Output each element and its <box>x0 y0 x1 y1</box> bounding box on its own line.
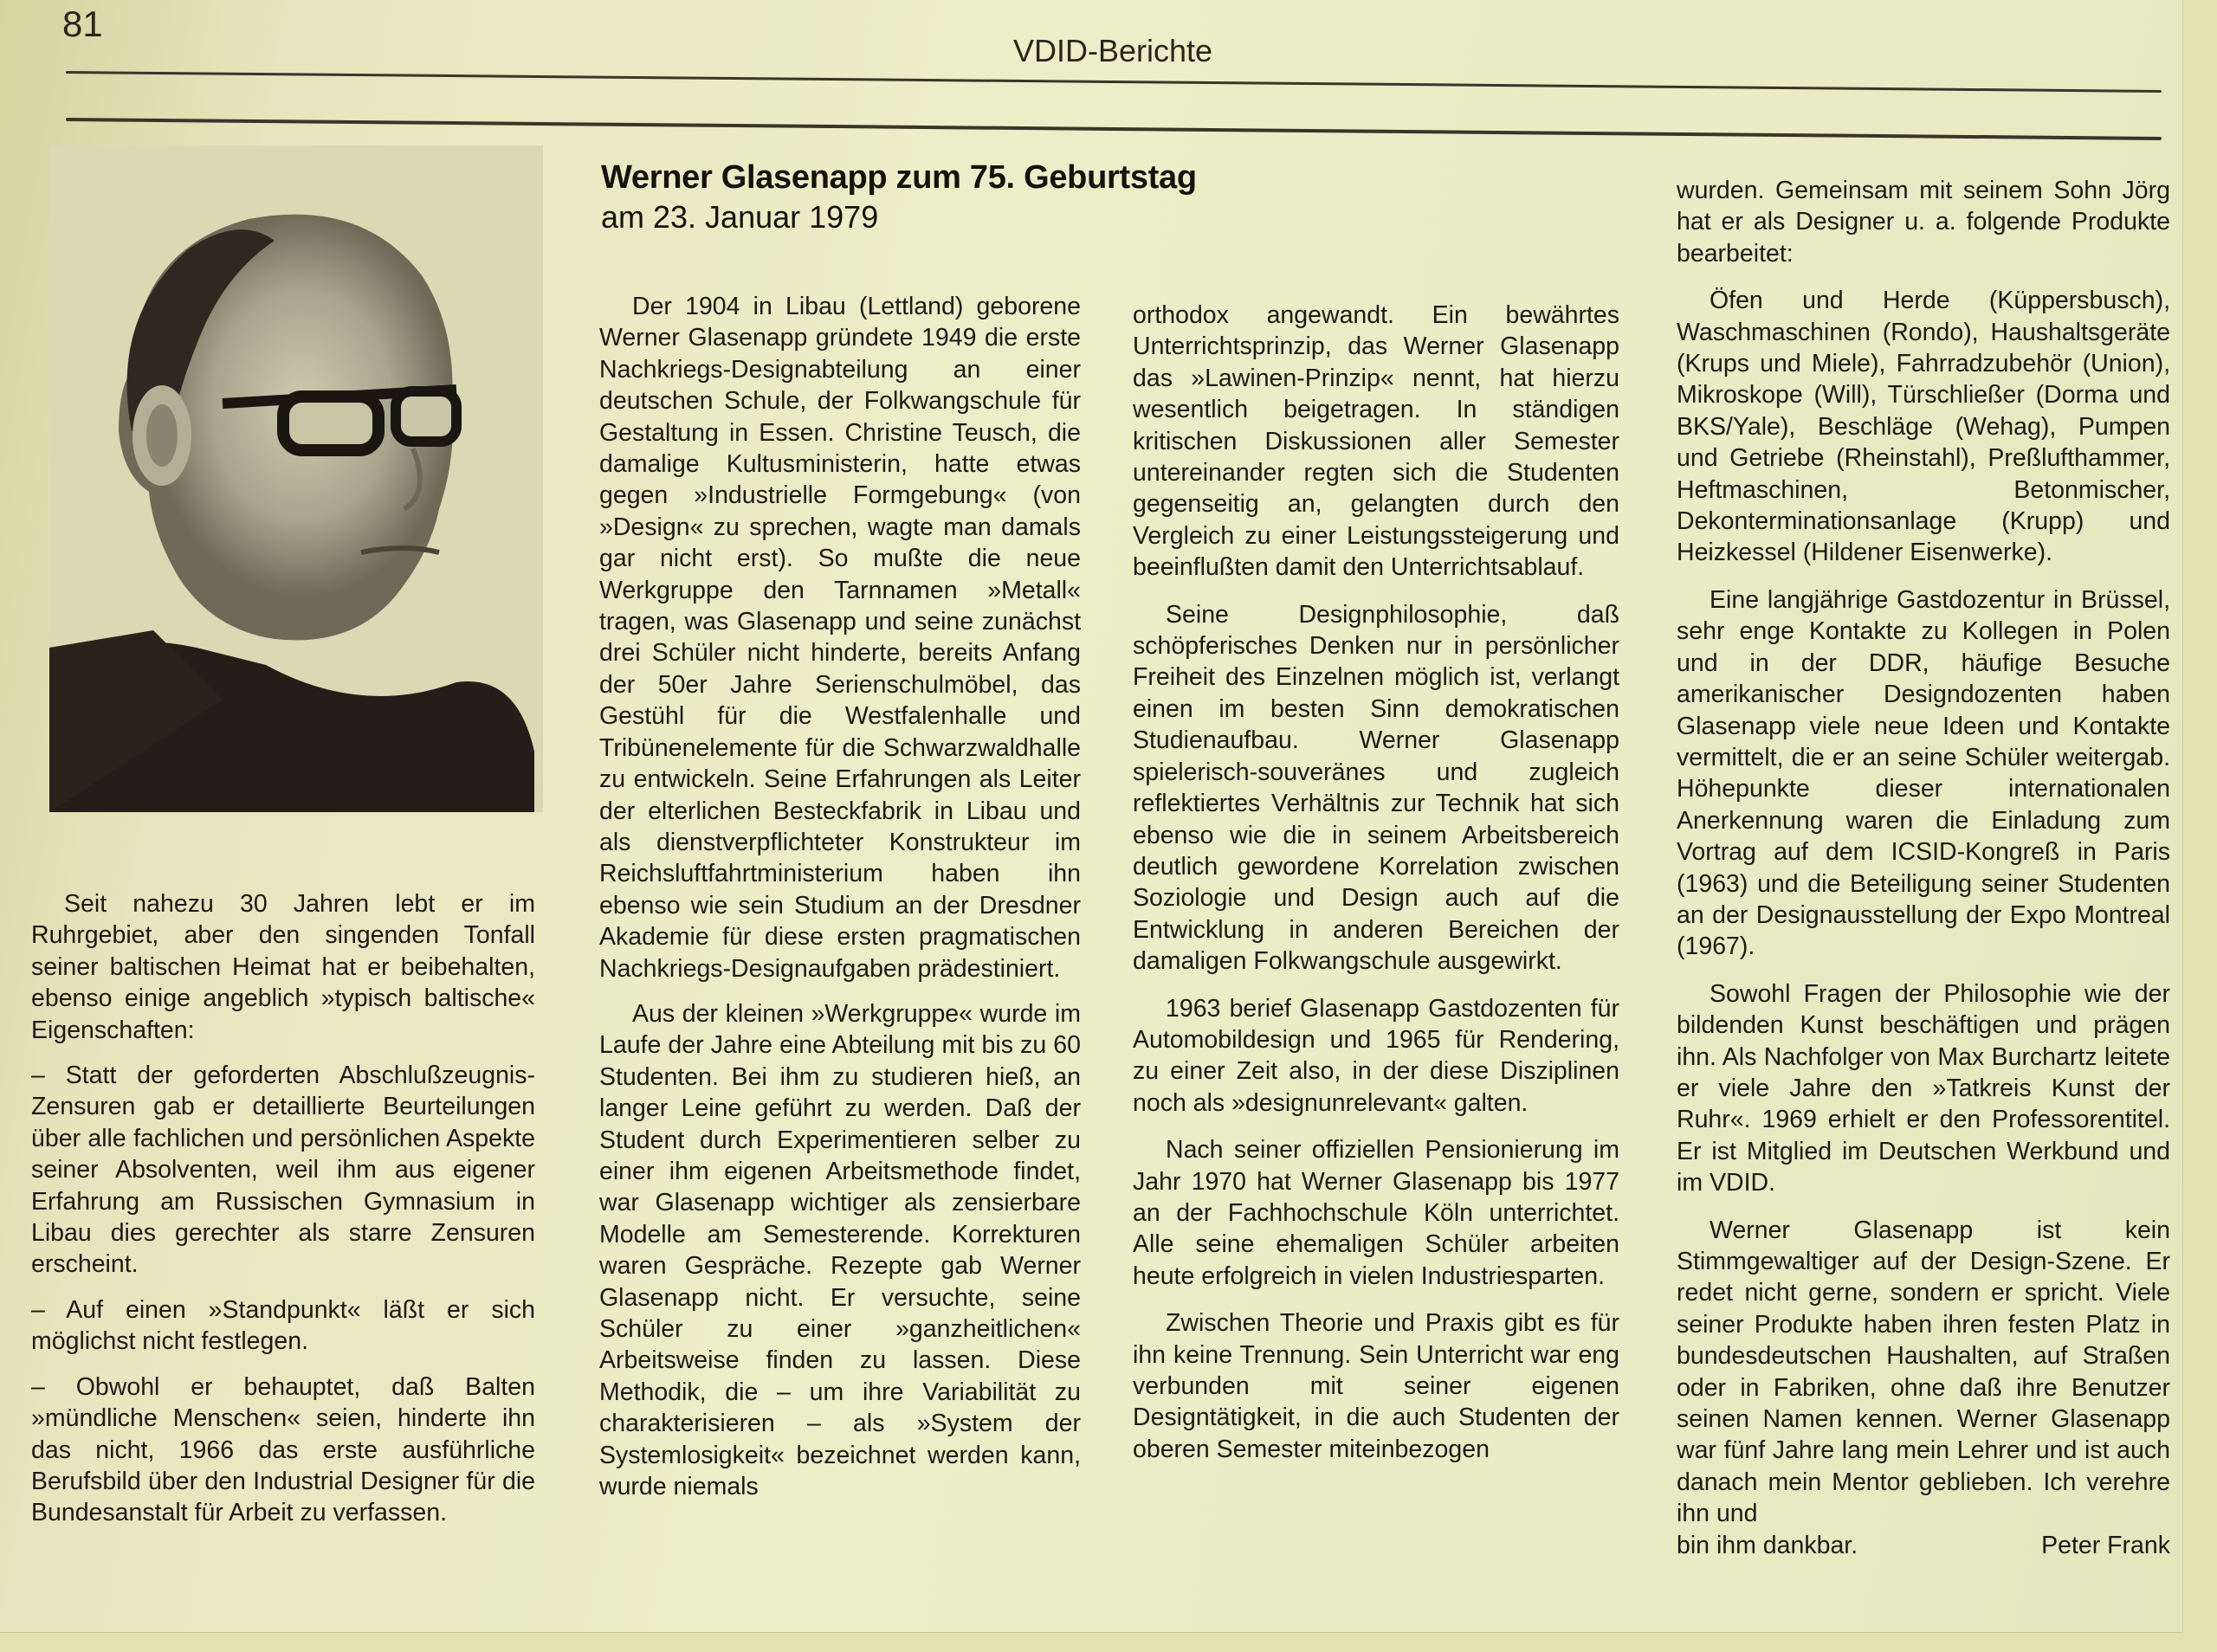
article-column-3 <box>1133 300 1619 1481</box>
article-column-2 <box>599 291 1081 1516</box>
article-column-1 <box>31 888 535 1543</box>
article-title: Werner Glasenapp zum 75. Geburtstag <box>601 159 1197 196</box>
paragraph: – Auf einen »Standpunkt« läßt er sich möglichst nicht festlegen. <box>31 1295 535 1356</box>
paragraph: orthodox angewandt. Ein bewährtes Unterrichtsprinzip, das Werner Glasenapp das »Lawinen-Prinzip« nennt, hat hierzu wesentlich beigetragen. In ständigen kritischen Diskussionen aller Semester untereinander regten sich die Studenten gegenseitig an, gelangten durch den Vergleich zu einer Leistungssteigerung und beeinflußten damit den Unterrichtsablauf. <box>1133 301 1619 582</box>
closing-text: bin ihm dankbar. <box>1677 1531 1858 1559</box>
paragraph: Nach seiner offiziellen Pensionierung im Jahr 1970 hat Werner Glasenapp bis 1977 an der Fachhochschule Köln unterrichtet. Alle seine ehemaligen Schüler arbeiten heute erfolgreich in vielen Industriesparten. <box>1133 1136 1619 1290</box>
paragraph: Seit nahezu 30 Jahren lebt er im Ruhrgebiet, aber den singenden Tonfall seiner baltischen Heimat hat er beibehalten, ebenso einige angeblich »typisch baltische« Eigenschaften: <box>31 890 535 1044</box>
paragraph: Zwischen Theorie und Praxis gibt es für ihn keine Trennung. Sein Unterricht war eng verbunden mit seiner eigenen Designtätigkeit, in die auch Studenten der oberen Semester miteinbezogen <box>1133 1309 1619 1463</box>
paragraph: – Statt der geforderten Abschlußzeugnis-Zensuren gab er detaillierte Beurteilungen über alle fachlichen und persönlichen Aspekte seiner Absolventen, weil ihm aus eigener Erfahrung am Russischen Gymnasium in Libau dies gerechter als starre Zensuren erscheint. <box>31 1062 535 1279</box>
section-header-title: VDID-Berichte <box>1013 33 1213 68</box>
paragraph: Werner Glasenapp ist kein Stimmgewaltiger auf der Design-Szene. Er redet nicht gerne, sondern er spricht. Viele seiner Produkte haben ihren festen Platz in bundesdeutschen Haushalten, auf Straßen oder in Fabriken, ohne daß ihre Benutzer seinen Namen kennen. Werner Glasenapp war fünf Jahre lang mein Lehrer und ist auch danach mein Mentor geblieben. Ich verehre ihn und <box>1677 1216 2170 1528</box>
portrait-photo <box>49 145 543 812</box>
paragraph: Seine Designphilosophie, daß schöpferisches Denken nur in persönlicher Freiheit des Einzelnen möglich ist, verlangt einen im besten Sinn demokratischen Studienaufbau. Werner Glasenapp spielerisch-souveränes und zugleich reflektiertes Verhältnis zur Technik hat sich ebenso wie die in seinem Arbeitsbereich deutlich gewordene Korrelation zwischen Soziologie und Design auch auf die Entwicklung in anderen Bereichen der damaligen Folkwangschule ausgewirkt. <box>1133 600 1619 976</box>
author-name: Peter Frank <box>2041 1531 2170 1559</box>
paragraph: wurden. Gemeinsam mit seinem Sohn Jörg hat er als Designer u. a. folgende Produkte bearbeitet: <box>1677 177 2170 268</box>
header-rule-top <box>66 71 2162 93</box>
article-subtitle: am 23. Januar 1979 <box>601 199 879 235</box>
paragraph: 1963 berief Glasenapp Gastdozenten für Automobildesign und 1965 für Rendering, zu einer Zeit also, in der diese Disziplinen noch als »designunrelevant« galten. <box>1133 994 1619 1117</box>
paragraph: – Obwohl er behauptet, daß Balten »mündliche Menschen« seien, hinderte ihn das nicht, 1966 das erste ausführliche Berufsbild über den Industrial Designer für die Bundesanstalt für Arbeit zu verfassen. <box>31 1372 535 1527</box>
paragraph: Eine langjährige Gastdozentur in Brüssel, sehr enge Kontakte zu Kollegen in Polen und in der DDR, häufige Besuche amerikanischer Designdozenten haben Glasenapp viele neue Ideen und Kontakte vermittelt, die er an seine Schüler weitergab. Höhepunkte dieser internationalen Anerkennung waren die Einladung zum Vortrag auf dem ICSID-Kongreß in Paris (1963) und die Beteiligung seiner Studenten an der Designausstellung der Expo Montreal (1967). <box>1677 585 2170 961</box>
paragraph: Öfen und Herde (Küppersbusch), Waschmaschinen (Rondo), Haushaltsgeräte (Krups und Miele), Fahrradzubehör (Union), Mikroskope (Will), Türschließer (Dorma und BKS/Yale), Beschläge (Wehag), Pumpen und Getriebe (Rheinstahl), Preßlufthammer, Heftmaschinen, Betonmischer, Dekonterminationsanlage (Krupp) und Heizkessel (Hildener Eisenwerke). <box>1677 287 2170 567</box>
page-number: 81 <box>62 3 103 44</box>
portrait-image-icon <box>49 145 543 812</box>
paragraph: Sowohl Fragen der Philosophie wie der bildenden Kunst beschäftigen und prägen ihn. Als Nachfolger von Max Burchartz leitete er viele Jahre den »Tatkreis Kunst der Ruhr«. 1969 erhielt er den Professorentitel. Er ist Mitglied im Deutschen Werkbund und im VDID. <box>1677 979 2170 1197</box>
signature-line <box>1677 1530 2170 1561</box>
paragraph: Der 1904 in Libau (Lettland) geborene Werner Glasenapp gründete 1949 die erste Nachkriegs-Designabteilung an einer deutschen Schule, der Folkwangschule für Gestaltung in Essen. Christine Teusch, die damalige Kultusministerin, hatte etwas gegen »Industrielle Formgebung« (von »Design« zu sprechen, wagte man damals gar nicht erst). So mußte die neue Werkgruppe den Tarnnamen »Metall« tragen, was Glasenapp und seine zunächst drei Schüler nicht hinderte, bereits Anfang der 50er Jahre Serienschulmöbel, das Gestühl für die Westfalenhalle und Tribünenelemente für die Schwarzwaldhalle zu entwickeln. Seine Erfahrungen als Leiter der elterlichen Besteckfabrik in Libau und als dienstverpflichteter Konstrukteur im Reichsluftfahrtministerium haben ihn ebenso wie sein Studium an der Dresdner Akademie für diese ersten pragmatischen Nachkriegs-Designaufgaben prädestiniert. <box>599 293 1081 983</box>
article-column-4 <box>1677 175 2170 1561</box>
header-rule-bottom <box>66 118 2162 140</box>
paragraph: Aus der kleinen »Werkgruppe« wurde im Laufe der Jahre eine Abteilung mit bis zu 60 Studenten. Bei ihm zu studieren hieß, an langer Leine geführt zu werden. Daß der Student durch Experimentieren selber zu einer ihm eigenen Arbeitsmethode findet, war Glasenapp wichtiger als zensierbare Modelle am Semesterende. Korrekturen waren Gespräche. Rezepte gab Werner Glasenapp nicht. Er versuchte, seine Schüler zu einer »ganzheitlichen« Arbeitsweise finden zu lassen. Diese Methodik, die – um ihre Variabilität zu charakterisieren – als »System der Systemlosigkeit« bezeichnet werden kann, wurde niemals <box>599 999 1081 1501</box>
